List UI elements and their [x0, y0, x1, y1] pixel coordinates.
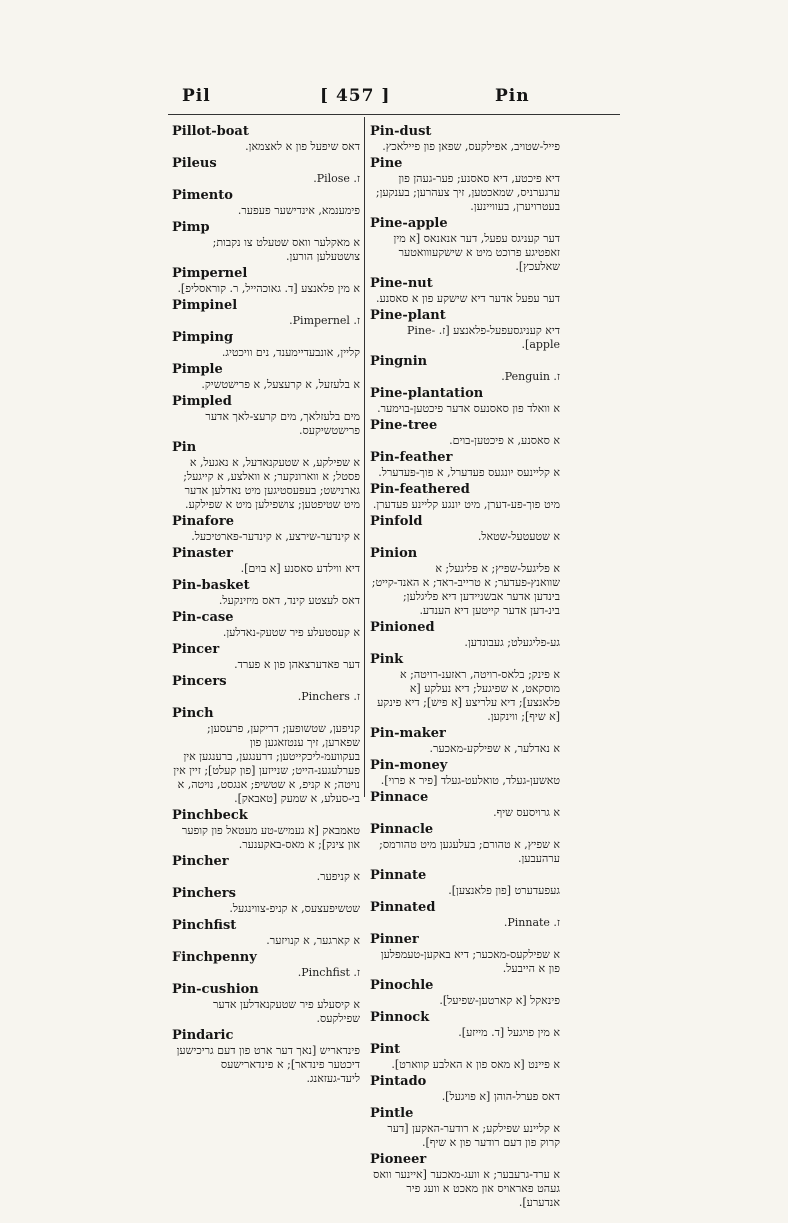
definition: דער פאדערצאהן פון א פערד. — [234, 658, 360, 671]
headword: Pine-plant — [370, 308, 446, 323]
definition: מיט פוך-פע-דערן, מיט יונגע קליינע פעדערן. — [372, 498, 560, 511]
definition: ז. Pilose. — [313, 172, 360, 185]
dictionary-entry — [172, 918, 360, 948]
dictionary-entry — [370, 620, 560, 650]
definition: א קארגער, א קנויזער. — [266, 934, 360, 947]
definition: דיא ווילדע סאסנע [א בוים]. — [240, 562, 360, 575]
headword: Pine-tree — [370, 418, 438, 433]
dictionary-entry — [370, 216, 560, 274]
definition: דאס שיפעל פון א לאצמאן. — [245, 140, 360, 153]
headword: Pimping — [172, 330, 234, 345]
definition: א שפילקעס-מאכער; דיא באקען-טעמפלען פון א הייבעל. — [380, 948, 560, 975]
dictionary-entry — [370, 900, 560, 930]
dictionary-entry — [370, 156, 560, 214]
dictionary-entry — [172, 642, 360, 672]
definition: טאמבאק [א געמיש-טע מעטאל פון קופער און צינק]; א מאס-באקענער. — [181, 824, 360, 851]
dictionary-entry — [370, 1010, 560, 1040]
dictionary-entry — [172, 610, 360, 640]
headword: Pinafore — [172, 514, 234, 529]
definition: ז. Pinchers. — [297, 690, 360, 703]
dictionary-entry — [172, 330, 360, 360]
definition: א סאסנע, א פיכטען-בוים. — [449, 434, 560, 447]
dictionary-entry — [172, 886, 360, 916]
headword: Pinner — [370, 932, 419, 947]
definition: דיא פיכטע, דיא סאסנע; פער-געהן פון ערגערניס, שמאכטען, זיך צעהרען; בענקען; בעטרויערן, בעוויינען. — [375, 172, 560, 213]
dictionary-entry — [172, 188, 360, 218]
headword: Pinnate — [370, 868, 427, 883]
headword: Pin-dust — [370, 124, 432, 139]
dictionary-entry — [172, 156, 360, 186]
dictionary-entry — [172, 514, 360, 544]
definition: פינאקל [א קארטען-שפיעל]. — [439, 994, 560, 1007]
headword: Pincer — [172, 642, 220, 657]
definition: א שטעטעל-שטאל. — [477, 530, 560, 543]
dictionary-entry — [370, 758, 560, 788]
definition: שטשיפעצעס, א קניפ-צווינגעל. — [229, 902, 360, 915]
dictionary-entry — [172, 578, 360, 608]
dictionary-entry — [172, 266, 360, 296]
dictionary-entry — [172, 854, 360, 884]
dictionary-entry — [172, 362, 360, 392]
headword: Pinnacle — [370, 822, 434, 837]
headword: Pinnock — [370, 1010, 430, 1025]
definition: א קעסטעלע פיר שטעק-נאדלען. — [222, 626, 360, 639]
definition: א מאקלער וואס שטעלט צו נקבות; צושטעלען הורען. — [212, 236, 360, 263]
dictionary-entry — [172, 124, 360, 154]
dictionary-entry — [370, 354, 560, 384]
headword: Pioneer — [370, 1152, 427, 1167]
definition: טאשען-געלד, טואלעט-געלד [פיר א פרוי]. — [380, 774, 560, 787]
dictionary-entry — [370, 1074, 560, 1104]
headword: Pin-feathered — [370, 482, 470, 497]
dictionary-entry — [172, 546, 360, 576]
headword: Pimpernel — [172, 266, 248, 281]
headword: Pinch — [172, 706, 214, 721]
headword: Pin-basket — [172, 578, 250, 593]
dictionary-entry — [370, 978, 560, 1008]
headword: Pine-plantation — [370, 386, 484, 401]
headword: Pimpled — [172, 394, 232, 409]
headword: Pin-maker — [370, 726, 446, 741]
headword: Pimento — [172, 188, 233, 203]
headword: Pinnated — [370, 900, 436, 915]
definition: א קניפער. — [316, 870, 360, 883]
headword: Pinchers — [172, 886, 236, 901]
dictionary-entry — [172, 808, 360, 852]
dictionary-entry — [370, 1106, 560, 1150]
definition: א קליינעס יונגעס פעדערל, א פוך-פעדערל. — [378, 466, 560, 479]
definition: דאס לעצטע קינד, דאס מיזינקעל. — [218, 594, 360, 607]
dictionary-entry — [172, 298, 360, 328]
headword: Pint — [370, 1042, 401, 1057]
headword: Pinochle — [370, 978, 434, 993]
definition: גע-פליגעלט; געבונדען. — [464, 636, 560, 649]
definition: פינדאריש [נאך דער ארט פון דעם גריכישען דיכטער פינדאר]; א פינדארישעס ליעד-געזאנג. — [176, 1044, 360, 1085]
headword: Pink — [370, 652, 404, 667]
definition: א פינק; בלאס-רויטה, ראזענ-רויטה; א מוסקאט, א שפיגעל; דיא נעלקע [א פלאנצע]; דיא עלריצע [א פיש]; דיא פינקע [א שיף]; ווינקען. — [377, 668, 560, 723]
definition: פימענמא, אינדישער פעפער. — [237, 204, 360, 217]
dictionary-entry — [370, 790, 560, 820]
dictionary-entry — [370, 386, 560, 416]
dictionary-entry — [172, 440, 360, 512]
definition: א שפילקע, א שטעקנאדעל, א נאגעל, א פסטל; א ווארונקער; א וואלצע, א קייגעל; גארנישט; בעפעסטיגען מיט נאדלען אדער מיט שטיפטען; צושפילען מיט א שפילקע. — [183, 456, 360, 511]
dictionary-entry — [370, 652, 560, 724]
dictionary-entry — [172, 674, 360, 704]
definition: קליין, אונבעדיימענד, נים וויכטיג. — [221, 346, 360, 359]
headword: Pine — [370, 156, 403, 171]
definition: א בלעזעל, א קרעצעל, א פרישטשיק. — [201, 378, 360, 391]
definition: ז. Pinchfist. — [297, 966, 360, 979]
definition: א מין פלאנצע [ד. גאוכהייל, ר. קוראסליפ]. — [177, 282, 360, 295]
definition: א גרויסעס שיף. — [493, 806, 560, 819]
dictionary-entry — [370, 418, 560, 448]
headword: Pimp — [172, 220, 210, 235]
headword: Pin-case — [172, 610, 234, 625]
headword: Pindaric — [172, 1028, 234, 1043]
headword: Pin — [172, 440, 197, 455]
header-rule — [168, 114, 620, 115]
definition: א קיסעלע פיר שטעקנאדלען אדער שפילקעס. — [213, 998, 360, 1025]
definition: א שפיץ, א טהורם; בעלעגען מיט טהורמס; ערהעבען. — [379, 838, 560, 865]
headword: Pinion — [370, 546, 418, 561]
headword: Pin-feather — [370, 450, 453, 465]
dictionary-entry — [370, 1152, 560, 1210]
definition: א קינדער-שירצע, א קינדער-פארטיכעל. — [191, 530, 360, 543]
header-right-guide-word: Pin — [495, 86, 530, 106]
definition: א נאדלער, א שפילקע-מאכער. — [429, 742, 560, 755]
definition: א וואלד פון סאסנעס אדער פיכטען-בוימער. — [377, 402, 560, 415]
headword: Pin-cushion — [172, 982, 259, 997]
definition: א ערד-גרעבער; א וועג-מאכער [איינער וואס געהט פאראויס און מאכט א וועג פיר אנדערע]. — [373, 1168, 560, 1209]
headword: Pin-money — [370, 758, 448, 773]
left-column — [172, 124, 360, 1088]
column-divider — [364, 117, 365, 797]
headword: Pinfold — [370, 514, 423, 529]
headword: Pileus — [172, 156, 217, 171]
page-number: [ 457 ] — [320, 86, 391, 106]
headword: Pinchbeck — [172, 808, 248, 823]
dictionary-entry — [172, 1028, 360, 1086]
definition: א קליינע שפילקע; א רודער-האקען [דער קרוק פון דעם רודער פון א שיף]. — [387, 1122, 560, 1149]
page-header — [170, 86, 610, 110]
headword: Pinnace — [370, 790, 429, 805]
definition: א פיינט [א מאס פון א האלבע קווארט]. — [391, 1058, 560, 1071]
dictionary-entry — [172, 982, 360, 1026]
right-column — [370, 124, 560, 1212]
headword: Pinchfist — [172, 918, 237, 933]
dictionary-entry — [370, 726, 560, 756]
definition: געפעדערט [פון פלאנצען]. — [448, 884, 560, 897]
definition: א פליגעל-שפיץ; א פליגעל; א שוואנץ-פעדער; א טרייב-ראד; א האנד-קייט; בינדען אדער אבשניידען דיא פליגלען; בינ-דען אדער קייטען דיא הענדע. — [371, 562, 560, 617]
dictionary-entry — [370, 514, 560, 544]
headword: Pincher — [172, 854, 229, 869]
dictionary-entry — [370, 868, 560, 898]
definition: א מין פויגעל [ד. מייזע]. — [458, 1026, 560, 1039]
dictionary-entry — [172, 220, 360, 264]
dictionary-entry — [370, 450, 560, 480]
headword: Pinaster — [172, 546, 234, 561]
headword: Pine-apple — [370, 216, 448, 231]
definition: קניפען, שטשופען; דריקען, פרעסען; שפארען, זיך ענטזאגען פון בעקוועמ-ליכקייטען; דרענגען, ברענגען אין פערלעגענ-הייט; שנייזען [פון קעלט]; זיין אין נויטה; א קניפ, א שטשיפ; אנגסט, נויטה, א בי-סעלע, א שמעק [טאבאק]. — [173, 722, 360, 805]
definition: דער עפעל אדער דיא שישקע פון א סאסנע. — [375, 292, 560, 305]
definition: דיא קעניגסעפעל-פלאנצע [ז. Pine-apple]. — [407, 324, 560, 351]
definition: ז. Penguin. — [501, 370, 560, 383]
dictionary-entry — [370, 1042, 560, 1072]
dictionary-entry — [370, 932, 560, 976]
dictionary-entry — [370, 308, 560, 352]
dictionary-entry — [370, 276, 560, 306]
headword: Pimpinel — [172, 298, 238, 313]
header-left-guide-word: Pil — [182, 86, 211, 106]
dictionary-entry — [172, 950, 360, 980]
dictionary-entry — [370, 822, 560, 866]
headword: Pinioned — [370, 620, 435, 635]
headword: Finchpenny — [172, 950, 257, 965]
definition: דער קעניגס עפעל, דער אנאנאס [א מין זאפטיגע פרוכט מיט א שישקעווואטער שאלעכץ]. — [393, 232, 560, 273]
dictionary-entry — [370, 546, 560, 618]
definition: מים בלעזלאך, מים קרעצ-לאך אדער פרישטשיקעס. — [205, 410, 360, 437]
headword: Pincers — [172, 674, 227, 689]
definition: ז. Pinnate. — [503, 916, 560, 929]
definition: פייל-שטויב, אפילקעס, שפאן פון פיילאכץ. — [382, 140, 560, 153]
dictionary-entry — [370, 124, 560, 154]
headword: Pingnin — [370, 354, 428, 369]
headword: Pintado — [370, 1074, 427, 1089]
dictionary-entry — [370, 482, 560, 512]
headword: Pillot-boat — [172, 124, 249, 139]
dictionary-entry — [172, 394, 360, 438]
headword: Pimple — [172, 362, 223, 377]
definition: ז. Pimpernel. — [289, 314, 360, 327]
dictionary-entry — [172, 706, 360, 806]
headword: Pine-nut — [370, 276, 433, 291]
headword: Pintle — [370, 1106, 414, 1121]
definition: דאס פערל-הוהן [א פויגעל]. — [441, 1090, 560, 1103]
